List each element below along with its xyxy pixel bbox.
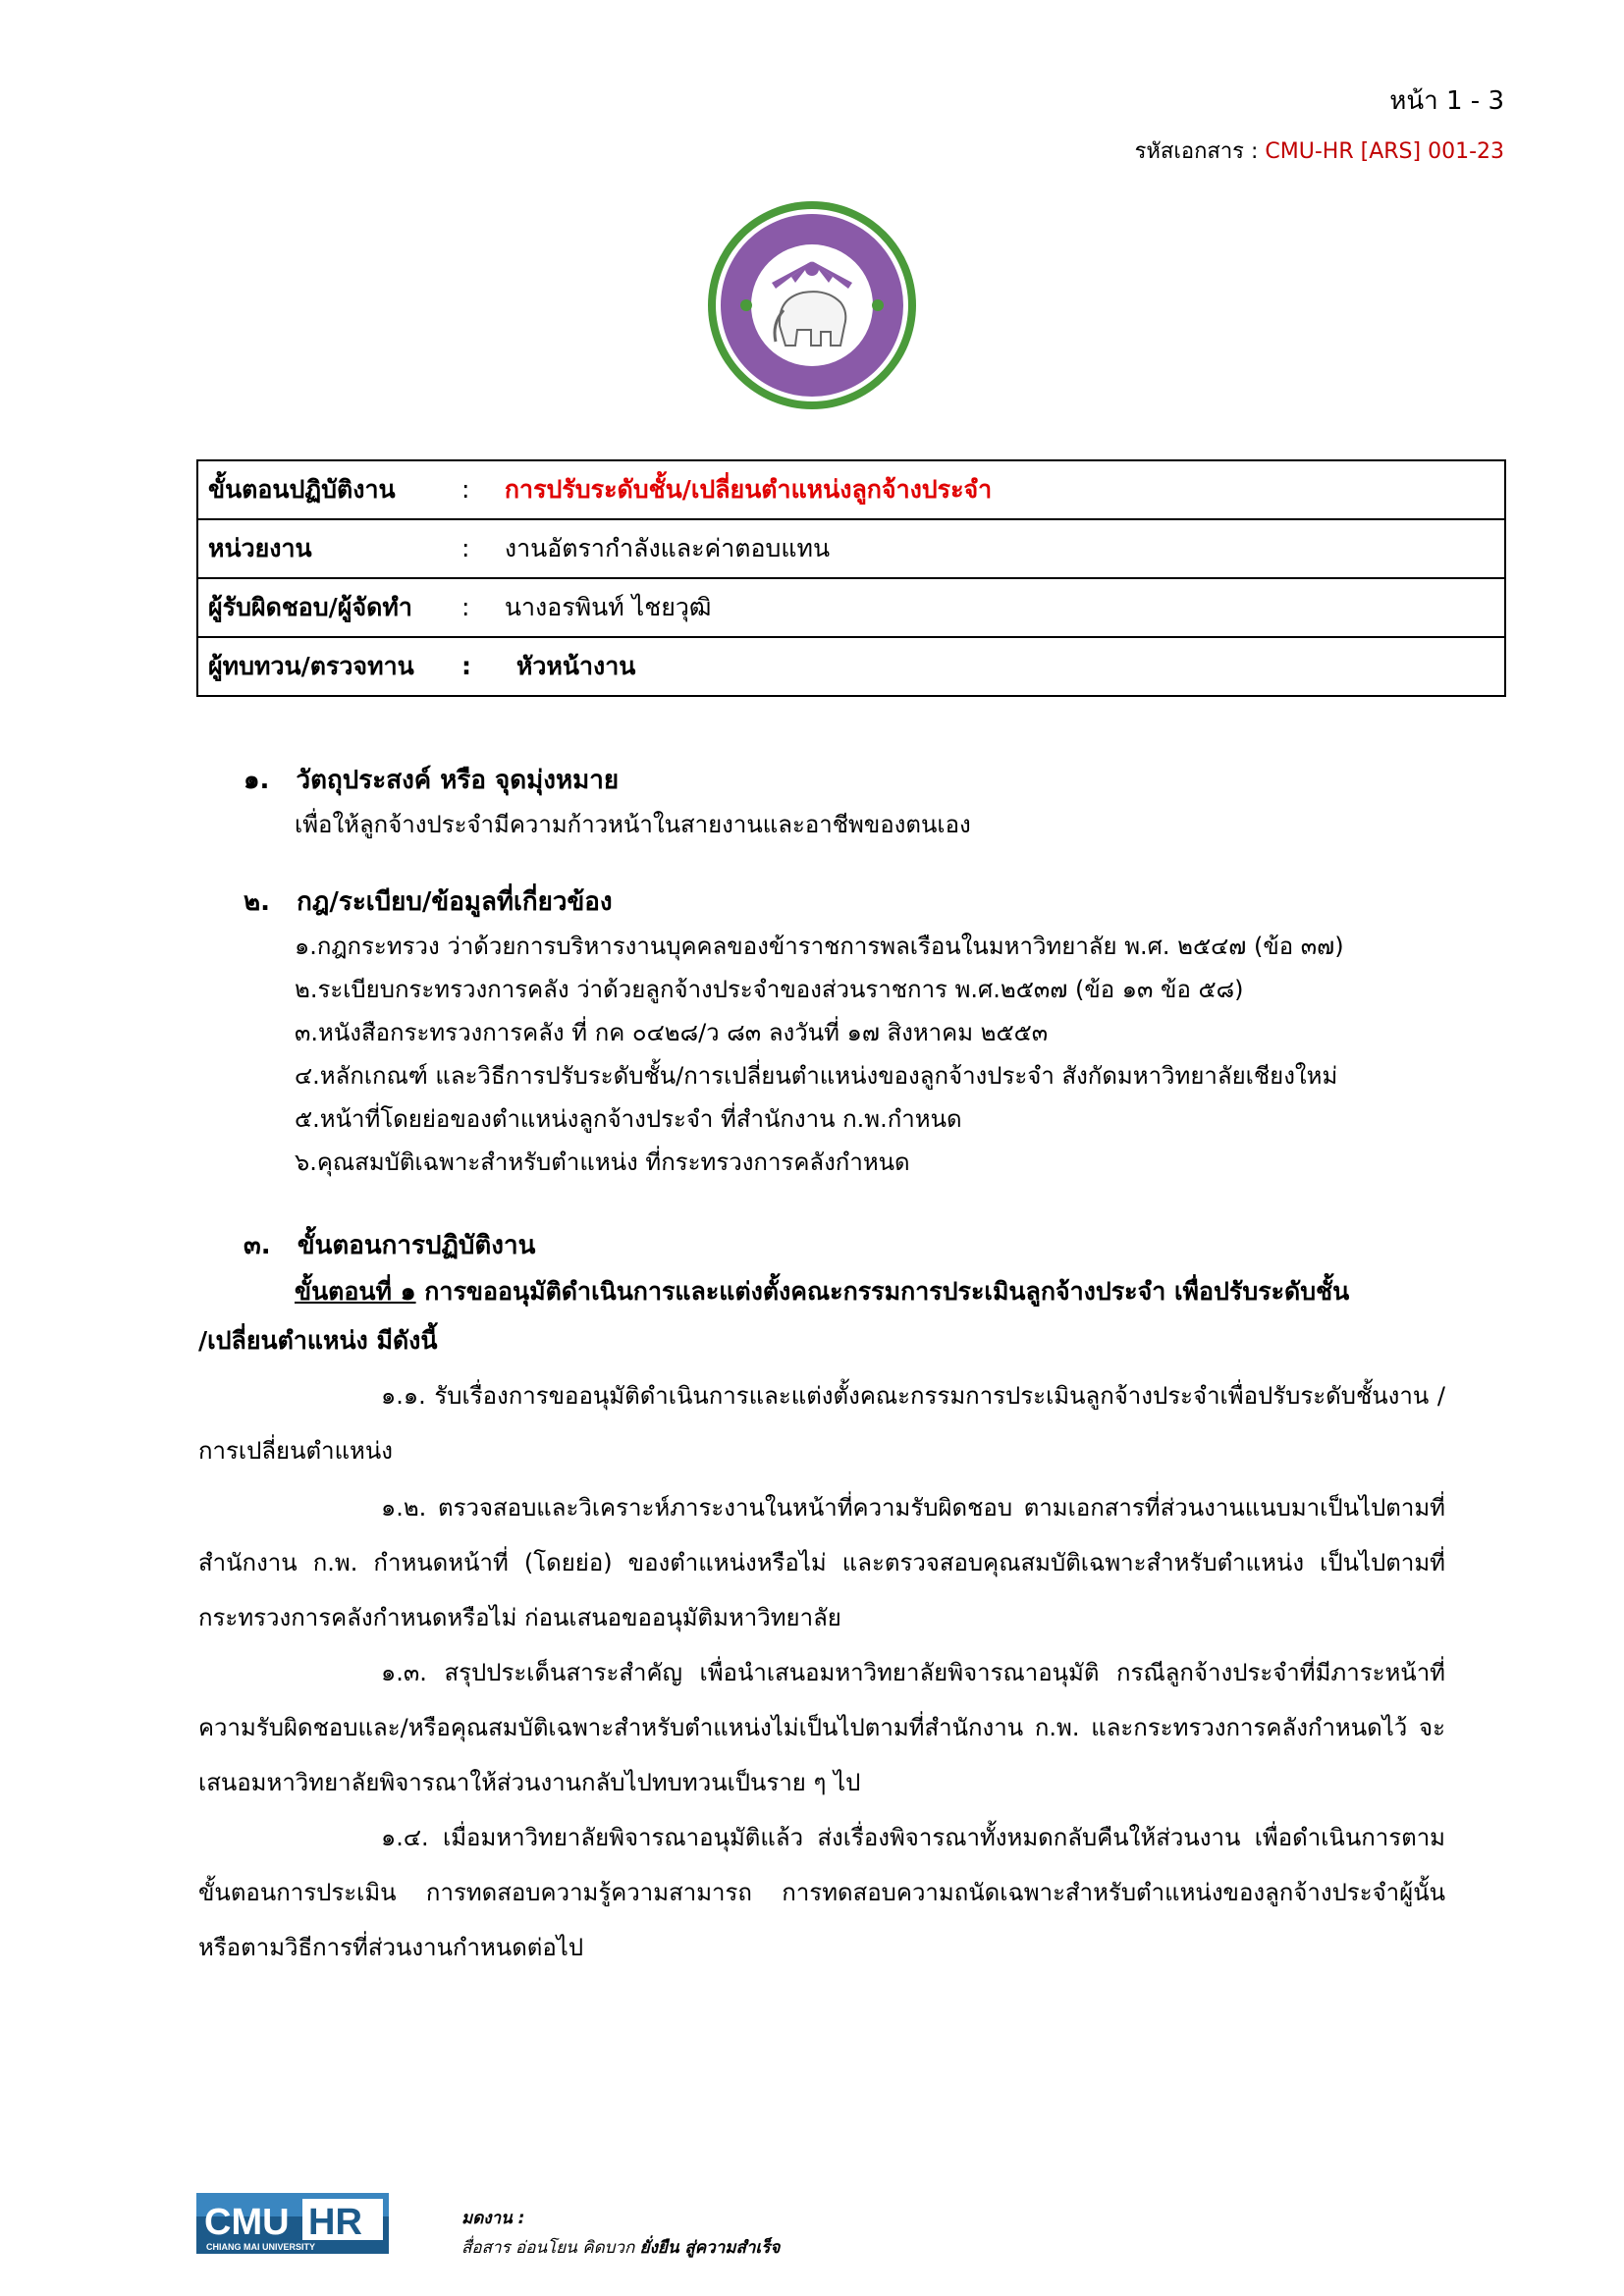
step-1-heading	[295, 1272, 1349, 1311]
colon: :	[460, 652, 471, 680]
paragraph-text: ๑.๑. รับเรื่องการขออนุมัติดำเนินการและแต่งตั้งคณะกรรมการประเมินลูกจ้างประจำเพื่อปรับระดับชั้นงาน /การเปลี่ยนตำแหน่ง	[198, 1382, 1445, 1465]
responsible-value: นางอรพินท์ ไชยวุฒิ	[504, 593, 712, 621]
document-code-value: CMU-HR [ARS] 001-23	[1265, 139, 1504, 164]
page-number-label: หน้า	[1389, 86, 1438, 116]
logo-hr-text: HR	[308, 2202, 362, 2243]
table-row	[197, 637, 1505, 696]
department-label: หน่วยงาน	[208, 534, 312, 562]
list-item: ๑.กฎกระทรวง ว่าด้วยการบริหารงานบุคคลของข้าราชการพลเรือนในมหาวิทยาลัย พ.ศ. ๒๕๔๗ (ข้อ ๓๗)	[295, 933, 1344, 960]
list-item: ๕.หน้าที่โดยย่อของตำแหน่งลูกจ้างประจำ ที่สำนักงาน ก.พ.กำหนด	[295, 1105, 962, 1133]
section-3-number: ๓.	[244, 1231, 271, 1260]
colon: :	[460, 534, 470, 562]
colon: :	[460, 593, 470, 621]
step-1-label: ขั้นตอนที่ ๑	[295, 1277, 416, 1306]
procedure-info-table	[196, 459, 1506, 697]
list-item: ๖.คุณสมบัติเฉพาะสำหรับตำแหน่ง ที่กระทรวงการคลังกำหนด	[295, 1148, 910, 1176]
document-code	[1135, 133, 1504, 168]
department-value: งานอัตรากำลังและค่าตอบแทน	[504, 534, 831, 562]
footer-label: มดงาน :	[461, 2209, 525, 2228]
cmu-hr-logo-icon	[196, 2193, 389, 2254]
section-2-heading	[244, 881, 613, 922]
document-code-label: รหัสเอกสาร :	[1134, 139, 1259, 164]
page-number	[1389, 80, 1504, 121]
list-item: ๓.หนังสือกระทรวงการคลัง ที่ กค ๐๔๒๘/ว ๘๓ ลงวันที่ ๑๗ สิงหาคม ๒๕๕๓	[295, 1019, 1049, 1046]
step-paragraph	[198, 1645, 1445, 1810]
list-item: ๒.ระเบียบกระทรวงการคลัง ว่าด้วยลูกจ้างประจำของส่วนราชการ พ.ศ.๒๕๓๗ (ข้อ ๑๓ ข้อ ๕๘)	[295, 976, 1244, 1003]
table-row	[197, 578, 1505, 637]
logo-subtitle: CHIANG MAI UNIVERSITY	[206, 2242, 316, 2252]
section-2-number: ๒.	[244, 887, 271, 917]
procedure-value: การปรับระดับชั้น/เปลี่ยนตำแหน่งลูกจ้างประจำ	[504, 475, 993, 504]
section-1-title: วัตถุประสงค์ หรือ จุดมุ่งหมาย	[296, 766, 620, 795]
section-1-heading	[244, 760, 619, 800]
paragraph-text: ๑.๓. สรุปประเด็นสาระสำคัญ เพื่อนำเสนอมหาวิทยาลัยพิจารณาอนุมัติ กรณีลูกจ้างประจำที่มีภาระหน้าที่ความรับผิดชอบและ/หรือคุณสมบัติเฉพาะสำหรับตำแหน่งไม่เป็นไปตามที่สำนักงาน ก.พ. และกระทรวงการคลังกำหนดไว้ จะเสนอมหาวิทยาลัยพิจารณาให้ส่วนงานกลับไปทบทวนเป็นราย ๆ ไป	[198, 1659, 1445, 1796]
table-row	[197, 460, 1505, 519]
regulation-list	[295, 925, 1512, 1184]
procedure-label: ขั้นตอนปฏิบัติงาน	[208, 475, 396, 504]
section-3-title: ขั้นตอนการปฏิบัติงาน	[297, 1231, 536, 1260]
step-paragraph	[198, 1810, 1445, 1975]
section-2-title: กฎ/ระเบียบ/ข้อมูลที่เกี่ยวข้อง	[297, 887, 613, 917]
step-1-title-continued: /เปลี่ยนตำแหน่ง มีดังนี้	[198, 1326, 438, 1355]
reviewer-label: ผู้ทบทวน/ตรวจทาน	[208, 652, 414, 680]
section-1-text: เพื่อให้ลูกจ้างประจำมีความก้าวหน้าในสายงานและอาชีพของตนเอง	[295, 811, 971, 838]
footer-slogan	[461, 2234, 780, 2261]
page-number-value: 1 - 3	[1446, 86, 1504, 116]
paragraph-text: ๑.๔. เมื่อมหาวิทยาลัยพิจารณาอนุมัติแล้ว ส่งเรื่องพิจารณาทั้งหมดกลับคืนให้ส่วนงาน เพื่อดำเนินการตามขั้นตอนการประเมิน การทดสอบความรู้ความสามารถ การทดสอบความถนัดเฉพาะสำหรับตำแหน่งของลูกจ้างประจำผู้นั้น หรือตามวิธีการที่ส่วนงานกำหนดต่อไป	[198, 1824, 1445, 1961]
colon: :	[460, 475, 470, 504]
responsible-label: ผู้รับผิดชอบ/ผู้จัดทำ	[208, 593, 412, 621]
reviewer-value: หัวหน้างาน	[515, 652, 636, 680]
logo-cmu-text: CMU	[204, 2202, 290, 2243]
university-seal-icon	[674, 196, 950, 414]
step-paragraph	[198, 1368, 1445, 1478]
footer-slogan-text: สื่อสาร อ่อนโยน คิดบวก	[461, 2238, 640, 2258]
section-1-number: ๑.	[244, 766, 270, 795]
paragraph-text: ๑.๒. ตรวจสอบและวิเคราะห์ภาระงานในหน้าที่ความรับผิดชอบ ตามเอกสารที่ส่วนงานแนบมาเป็นไปตามที่สำนักงาน ก.พ. กำหนดหน้าที่ (โดยย่อ) ของตำแหน่งหรือไม่ และตรวจสอบคุณสมบัติเฉพาะสำหรับตำแหน่ง เป็นไปตามที่กระทรวงการคลังกำหนดหรือไม่ ก่อนเสนอขออนุมัติมหาวิทยาลัย	[198, 1494, 1445, 1631]
step-paragraph	[198, 1480, 1445, 1645]
footer-slogan-emphasis: ยั่งยืน สู่ความสำเร็จ	[639, 2238, 781, 2258]
section-3-heading	[244, 1225, 535, 1265]
list-item: ๔.หลักเกณฑ์ และวิธีการปรับระดับชั้น/การเปลี่ยนตำแหน่งของลูกจ้างประจำ สังกัดมหาวิทยาลัยเชียงใหม่	[295, 1062, 1338, 1090]
step-1-title: การขออนุมัติดำเนินการและแต่งตั้งคณะกรรมการประเมินลูกจ้างประจำ เพื่อปรับระดับชั้น	[415, 1277, 1350, 1306]
table-row	[197, 519, 1505, 578]
